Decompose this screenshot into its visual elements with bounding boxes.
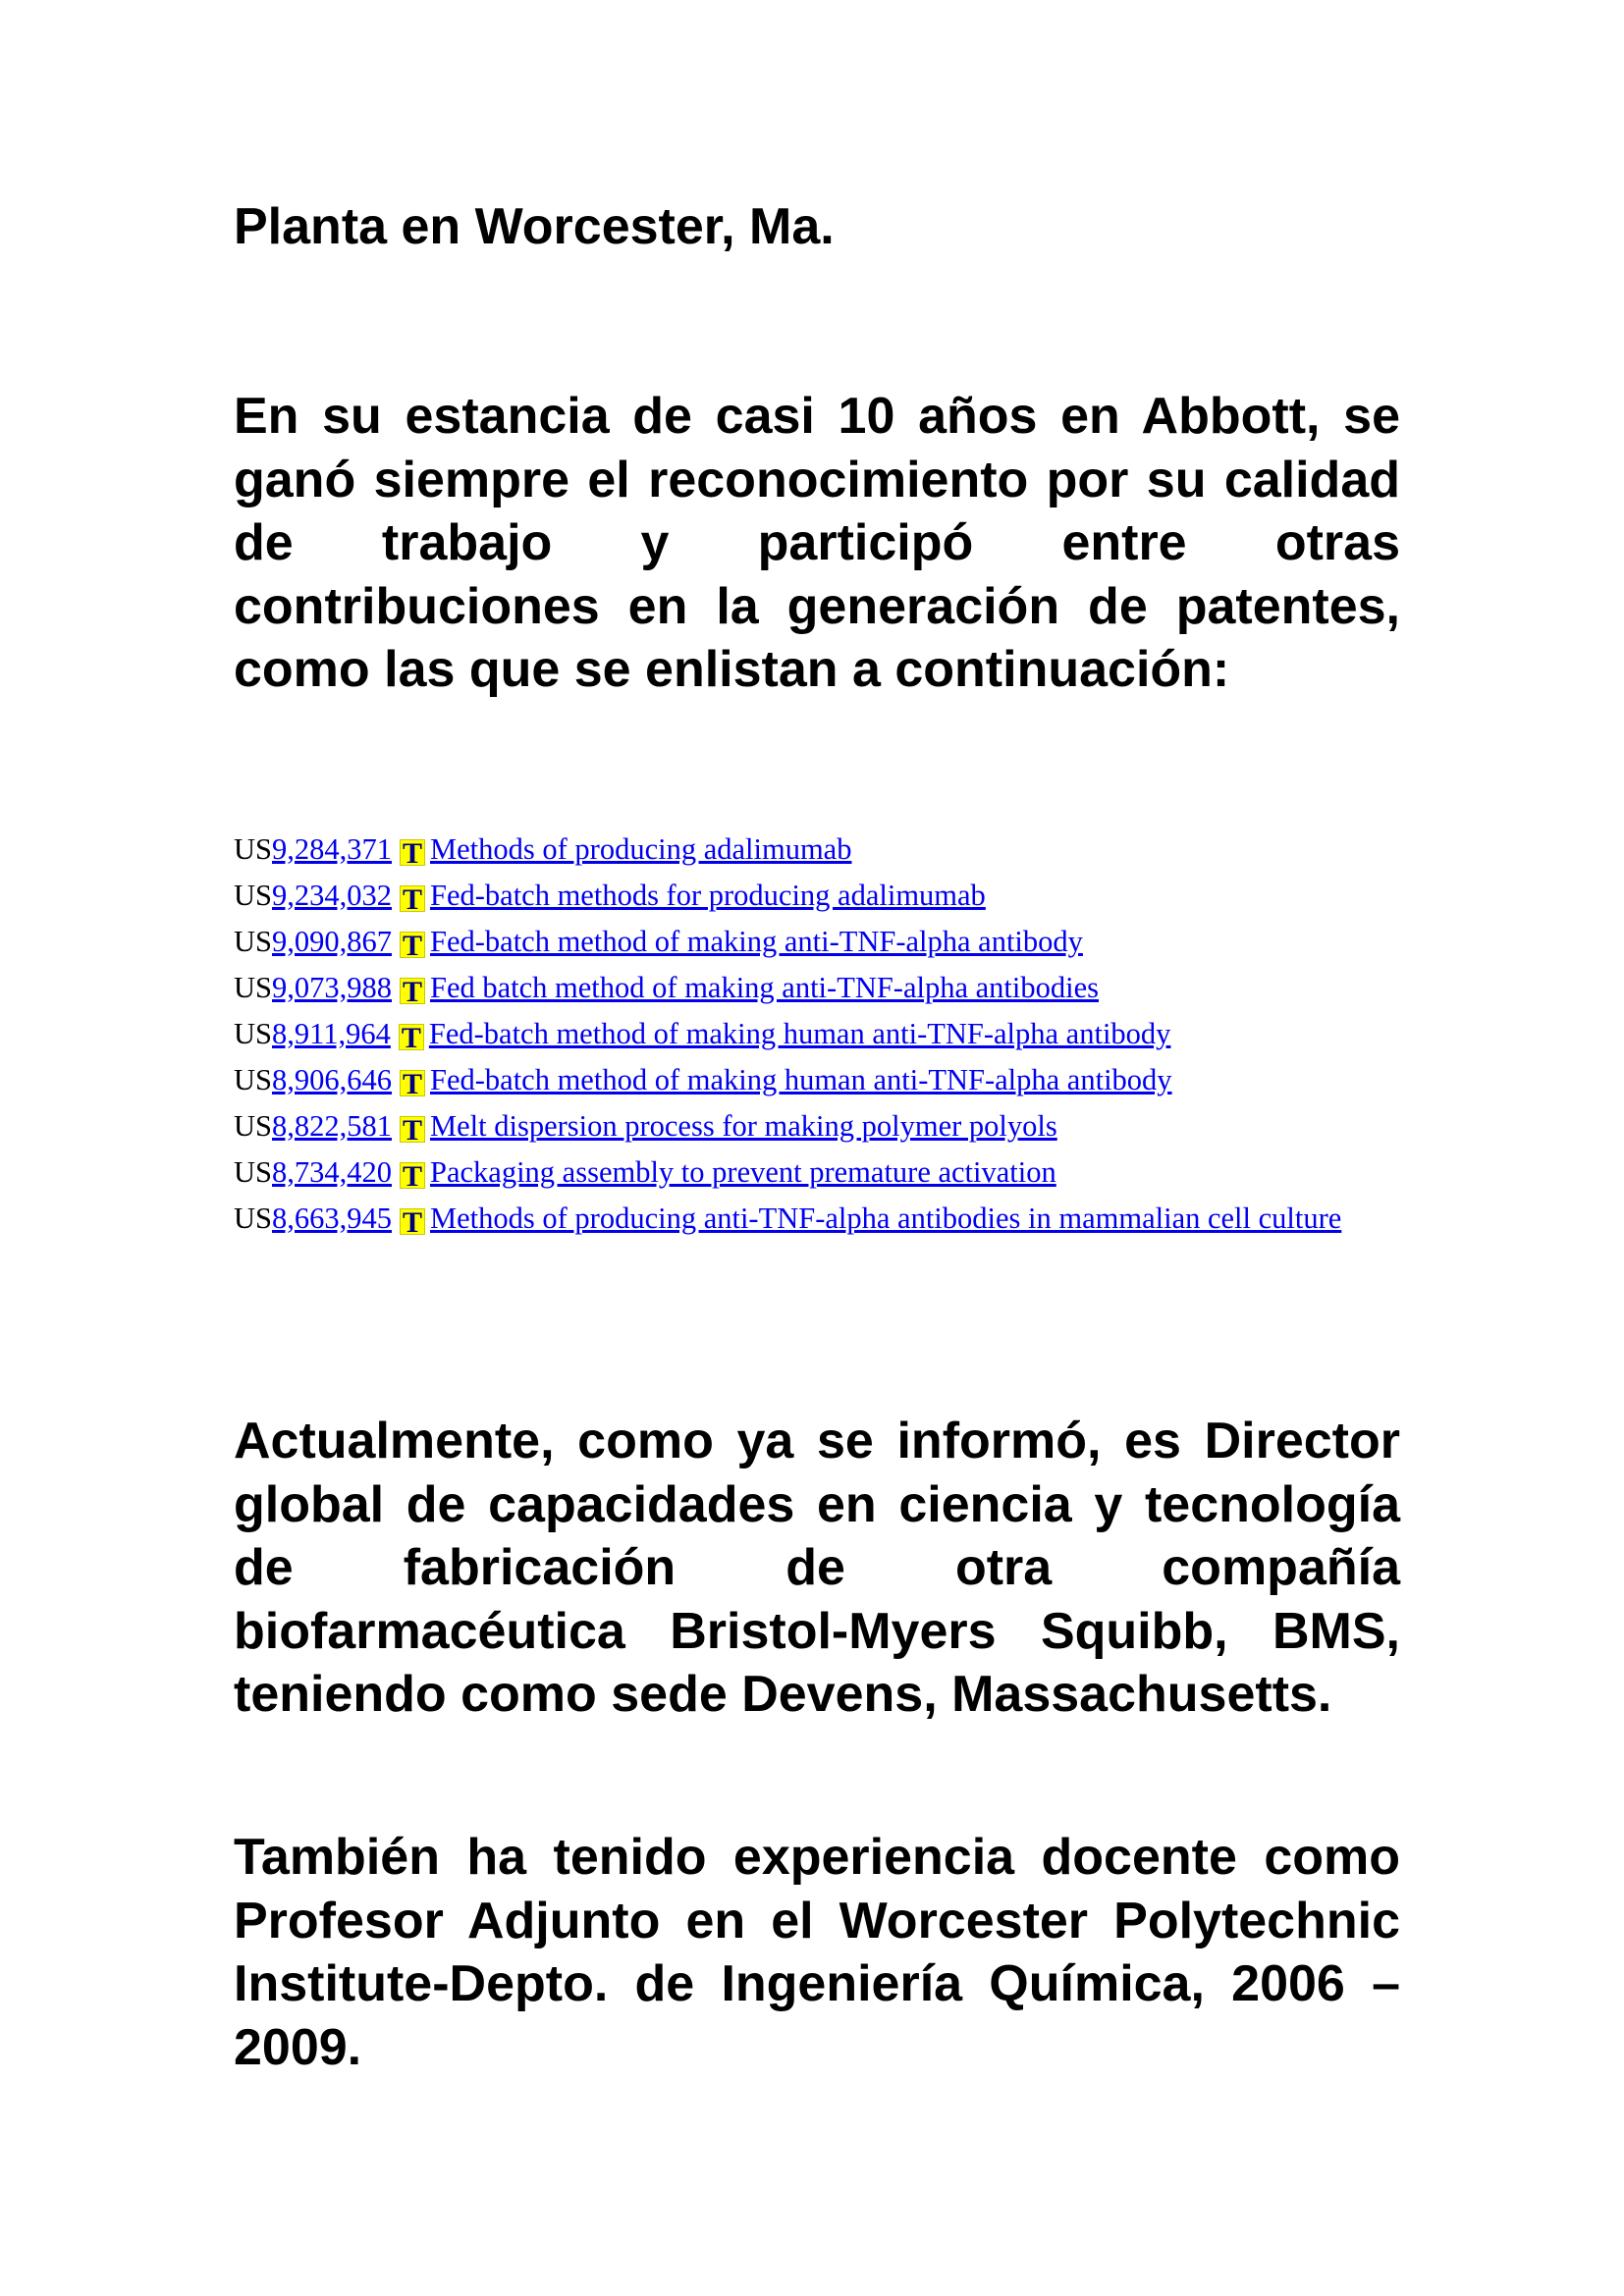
paragraph-teaching: También ha tenido experiencia docente como Profesor Adjunto en el Worcester Polytechnic Institute-Depto. de Ingeniería Química, 2006 – 2009. [234, 1829, 1400, 2076]
patent-number: US8,906,646 [234, 1063, 392, 1096]
patent-item [234, 1061, 1400, 1107]
patent-number: US8,822,581 [234, 1109, 392, 1143]
patent-item [234, 1107, 1400, 1153]
patent-number-link[interactable]: 9,073,988 [272, 971, 392, 1004]
paragraph-current-role: Actualmente, como ya se informó, es Director global de capacidades en ciencia y tecnología de fabricación de otra compañía biofarmacéutica Bristol-Myers Squibb, BMS, teniendo como sede Devens, Massachusetts. [234, 1413, 1400, 1723]
patent-number: US8,734,420 [234, 1155, 392, 1189]
patent-item [234, 1015, 1400, 1061]
patent-number-link[interactable]: 9,284,371 [272, 832, 392, 866]
patent-number: US8,911,964 [234, 1017, 391, 1050]
patent-number-link[interactable]: 8,734,420 [272, 1155, 392, 1189]
patent-title-link[interactable]: Melt dispersion process for making polymer polyols [430, 1109, 1057, 1143]
patent-title-link[interactable]: Fed-batch method of making anti-TNF-alpha antibody [430, 925, 1083, 958]
patent-title-link[interactable]: Fed-batch method of making human anti-TNF-alpha antibody [428, 1017, 1171, 1050]
patent-title-link[interactable]: Fed batch method of making anti-TNF-alpha antibodies [430, 971, 1100, 1004]
patent-number-link[interactable]: 9,090,867 [272, 925, 392, 958]
patent-item [234, 923, 1400, 969]
patent-number: US9,090,867 [234, 925, 392, 958]
text-document-icon[interactable]: T [400, 1070, 425, 1096]
text-document-icon[interactable]: T [399, 1024, 424, 1050]
patent-title-link[interactable]: Fed-batch method of making human anti-TNF-alpha antibody [430, 1063, 1172, 1096]
patent-number: US9,234,032 [234, 879, 392, 912]
patent-number-link[interactable]: 8,663,945 [272, 1201, 392, 1235]
text-document-icon[interactable]: T [400, 1208, 425, 1235]
patent-title-link[interactable]: Methods of producing anti-TNF-alpha antibodies in mammalian cell culture [430, 1201, 1342, 1235]
patent-item [234, 877, 1400, 923]
patent-number: US8,663,945 [234, 1201, 392, 1235]
patent-number-link[interactable]: 8,911,964 [272, 1017, 391, 1050]
patent-list [234, 830, 1400, 1237]
text-document-icon[interactable]: T [400, 885, 425, 912]
text-document-icon[interactable]: T [400, 1116, 425, 1143]
patent-item [234, 1153, 1400, 1200]
page-heading: Planta en Worcester, Ma. [234, 198, 835, 255]
patent-title-link[interactable]: Methods of producing adalimumab [430, 832, 852, 866]
patent-item [234, 830, 1400, 877]
paragraph-abbott: En su estancia de casi 10 años en Abbott, se ganó siempre el reconocimiento por su calidad de trabajo y participó entre otras contribuciones en la generación de patentes, como las que se enlistan a continuación: [234, 388, 1400, 698]
text-document-icon[interactable]: T [400, 1162, 425, 1189]
patent-number: US9,073,988 [234, 971, 392, 1004]
patent-title-link[interactable]: Packaging assembly to prevent premature activation [430, 1155, 1056, 1189]
text-document-icon[interactable]: T [400, 978, 425, 1004]
patent-item [234, 1200, 1400, 1237]
text-document-icon[interactable]: T [400, 839, 425, 866]
patent-number: US9,284,371 [234, 832, 392, 866]
patent-title-link[interactable]: Fed-batch methods for producing adalimumab [430, 879, 986, 912]
text-document-icon[interactable]: T [400, 932, 425, 958]
patent-item [234, 969, 1400, 1015]
patent-number-link[interactable]: 8,822,581 [272, 1109, 392, 1143]
patent-number-link[interactable]: 8,906,646 [272, 1063, 392, 1096]
patent-number-link[interactable]: 9,234,032 [272, 879, 392, 912]
